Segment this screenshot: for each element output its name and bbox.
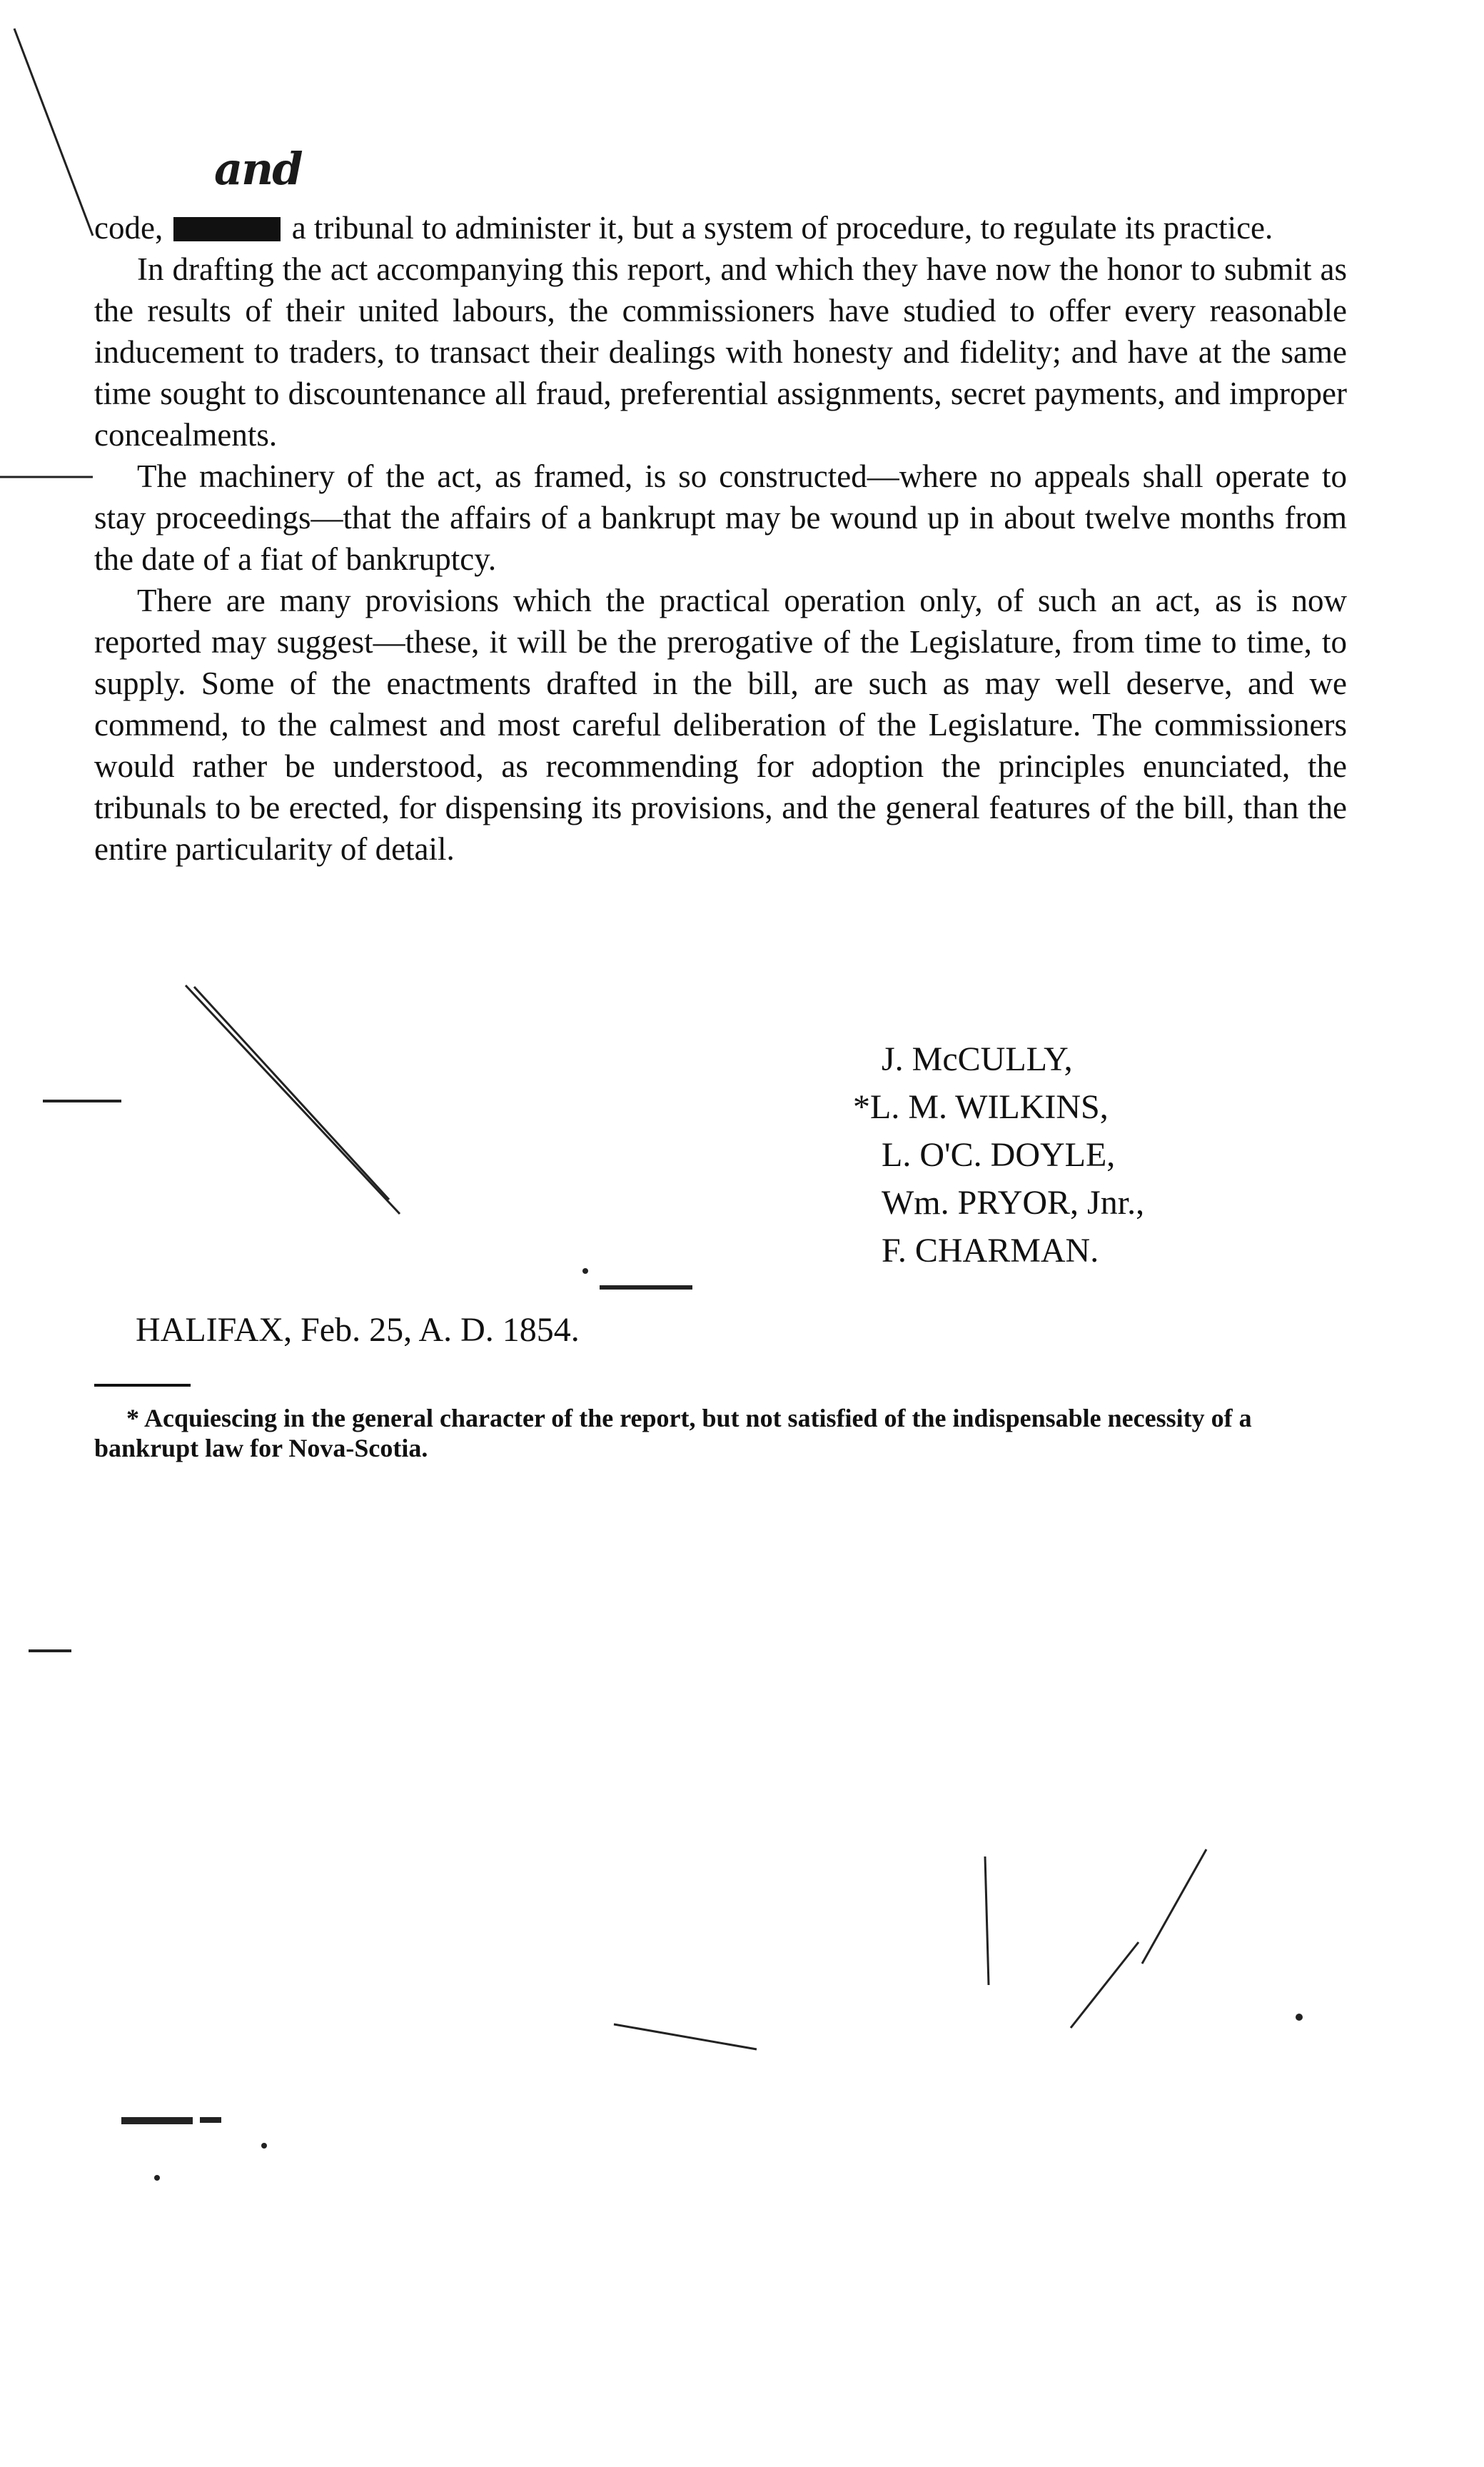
scan-stroke — [985, 1856, 989, 1985]
scan-stroke — [186, 985, 400, 1214]
footnote: * Acquiescing in the general character of the report, but not satisfied of the indispensable necessity of a bankrupt law for Nova-Scotia. — [94, 1404, 1252, 1462]
scan-stroke — [194, 987, 389, 1200]
paragraph-1-lead: code, — [94, 210, 163, 246]
struck-word — [173, 217, 281, 241]
signatory: *L. M. WILKINS, — [853, 1088, 1109, 1126]
footnote-rule — [94, 1384, 191, 1387]
signatory: L. O'C. DOYLE, — [882, 1136, 1116, 1174]
place-date-line: HALIFAX, Feb. 25, A. D. 1854. — [136, 1311, 580, 1349]
signature-block — [853, 1035, 1145, 1275]
handwritten-annotation: and — [214, 143, 302, 195]
signatory: Wm. PRYOR, Jnr., — [882, 1184, 1145, 1222]
scan-stroke — [14, 29, 93, 236]
paragraph-1 — [94, 207, 1347, 248]
scan-stroke — [1142, 1849, 1206, 1964]
scan-speck — [29, 1649, 71, 1652]
paragraph-1-rest: a tribunal to administer it, but a system of procedure, to regulate its practice. — [291, 210, 1273, 246]
scan-speck — [154, 2175, 160, 2181]
signatory: J. McCULLY, — [882, 1040, 1073, 1078]
scan-speck — [261, 2143, 267, 2149]
scan-speck — [121, 2117, 193, 2124]
scan-stroke — [1071, 1942, 1139, 2028]
paragraph-2: In drafting the act accompanying this report, and which they have now the honor to submit as the results of their united labours, the commissioners have studied to offer every reasonable inducement to traders, to transact their dealings with honesty and fidelity; and have at the same time sought to discountenance all fraud, preferential assignments, secret payments, and improper concealments. — [94, 251, 1347, 453]
signatory: F. CHARMAN. — [882, 1232, 1099, 1270]
scan-speck — [43, 1100, 121, 1102]
scan-stroke — [614, 2024, 757, 2049]
paragraph-4: There are many provisions which the practical operation only, of such an act, as is now reported may suggest—these, it will be the prerogative of the Legislature, from time to time, to supply. Some of the enactments drafted in the bill, are such as may well deserve, and we commend, to the calmest and most careful deliberation of the Legislature. The commissioners would rather be understood, as recommending for adoption the principles enunciated, the tribunals to be erected, for dispensing its provisions, and the general features of the bill, than the entire particularity of detail. — [94, 583, 1347, 867]
scan-speck — [200, 2117, 221, 2123]
paragraph-3: The machinery of the act, as framed, is so constructed—where no appeals shall operate to stay proceedings—that the affairs of a bankrupt may be wound up in about twelve months from the date of a fiat of bankruptcy. — [94, 458, 1347, 577]
scan-speck — [600, 1285, 692, 1290]
scan-speck — [582, 1268, 588, 1274]
scan-speck — [1296, 2014, 1303, 2021]
report-body — [94, 207, 1347, 870]
